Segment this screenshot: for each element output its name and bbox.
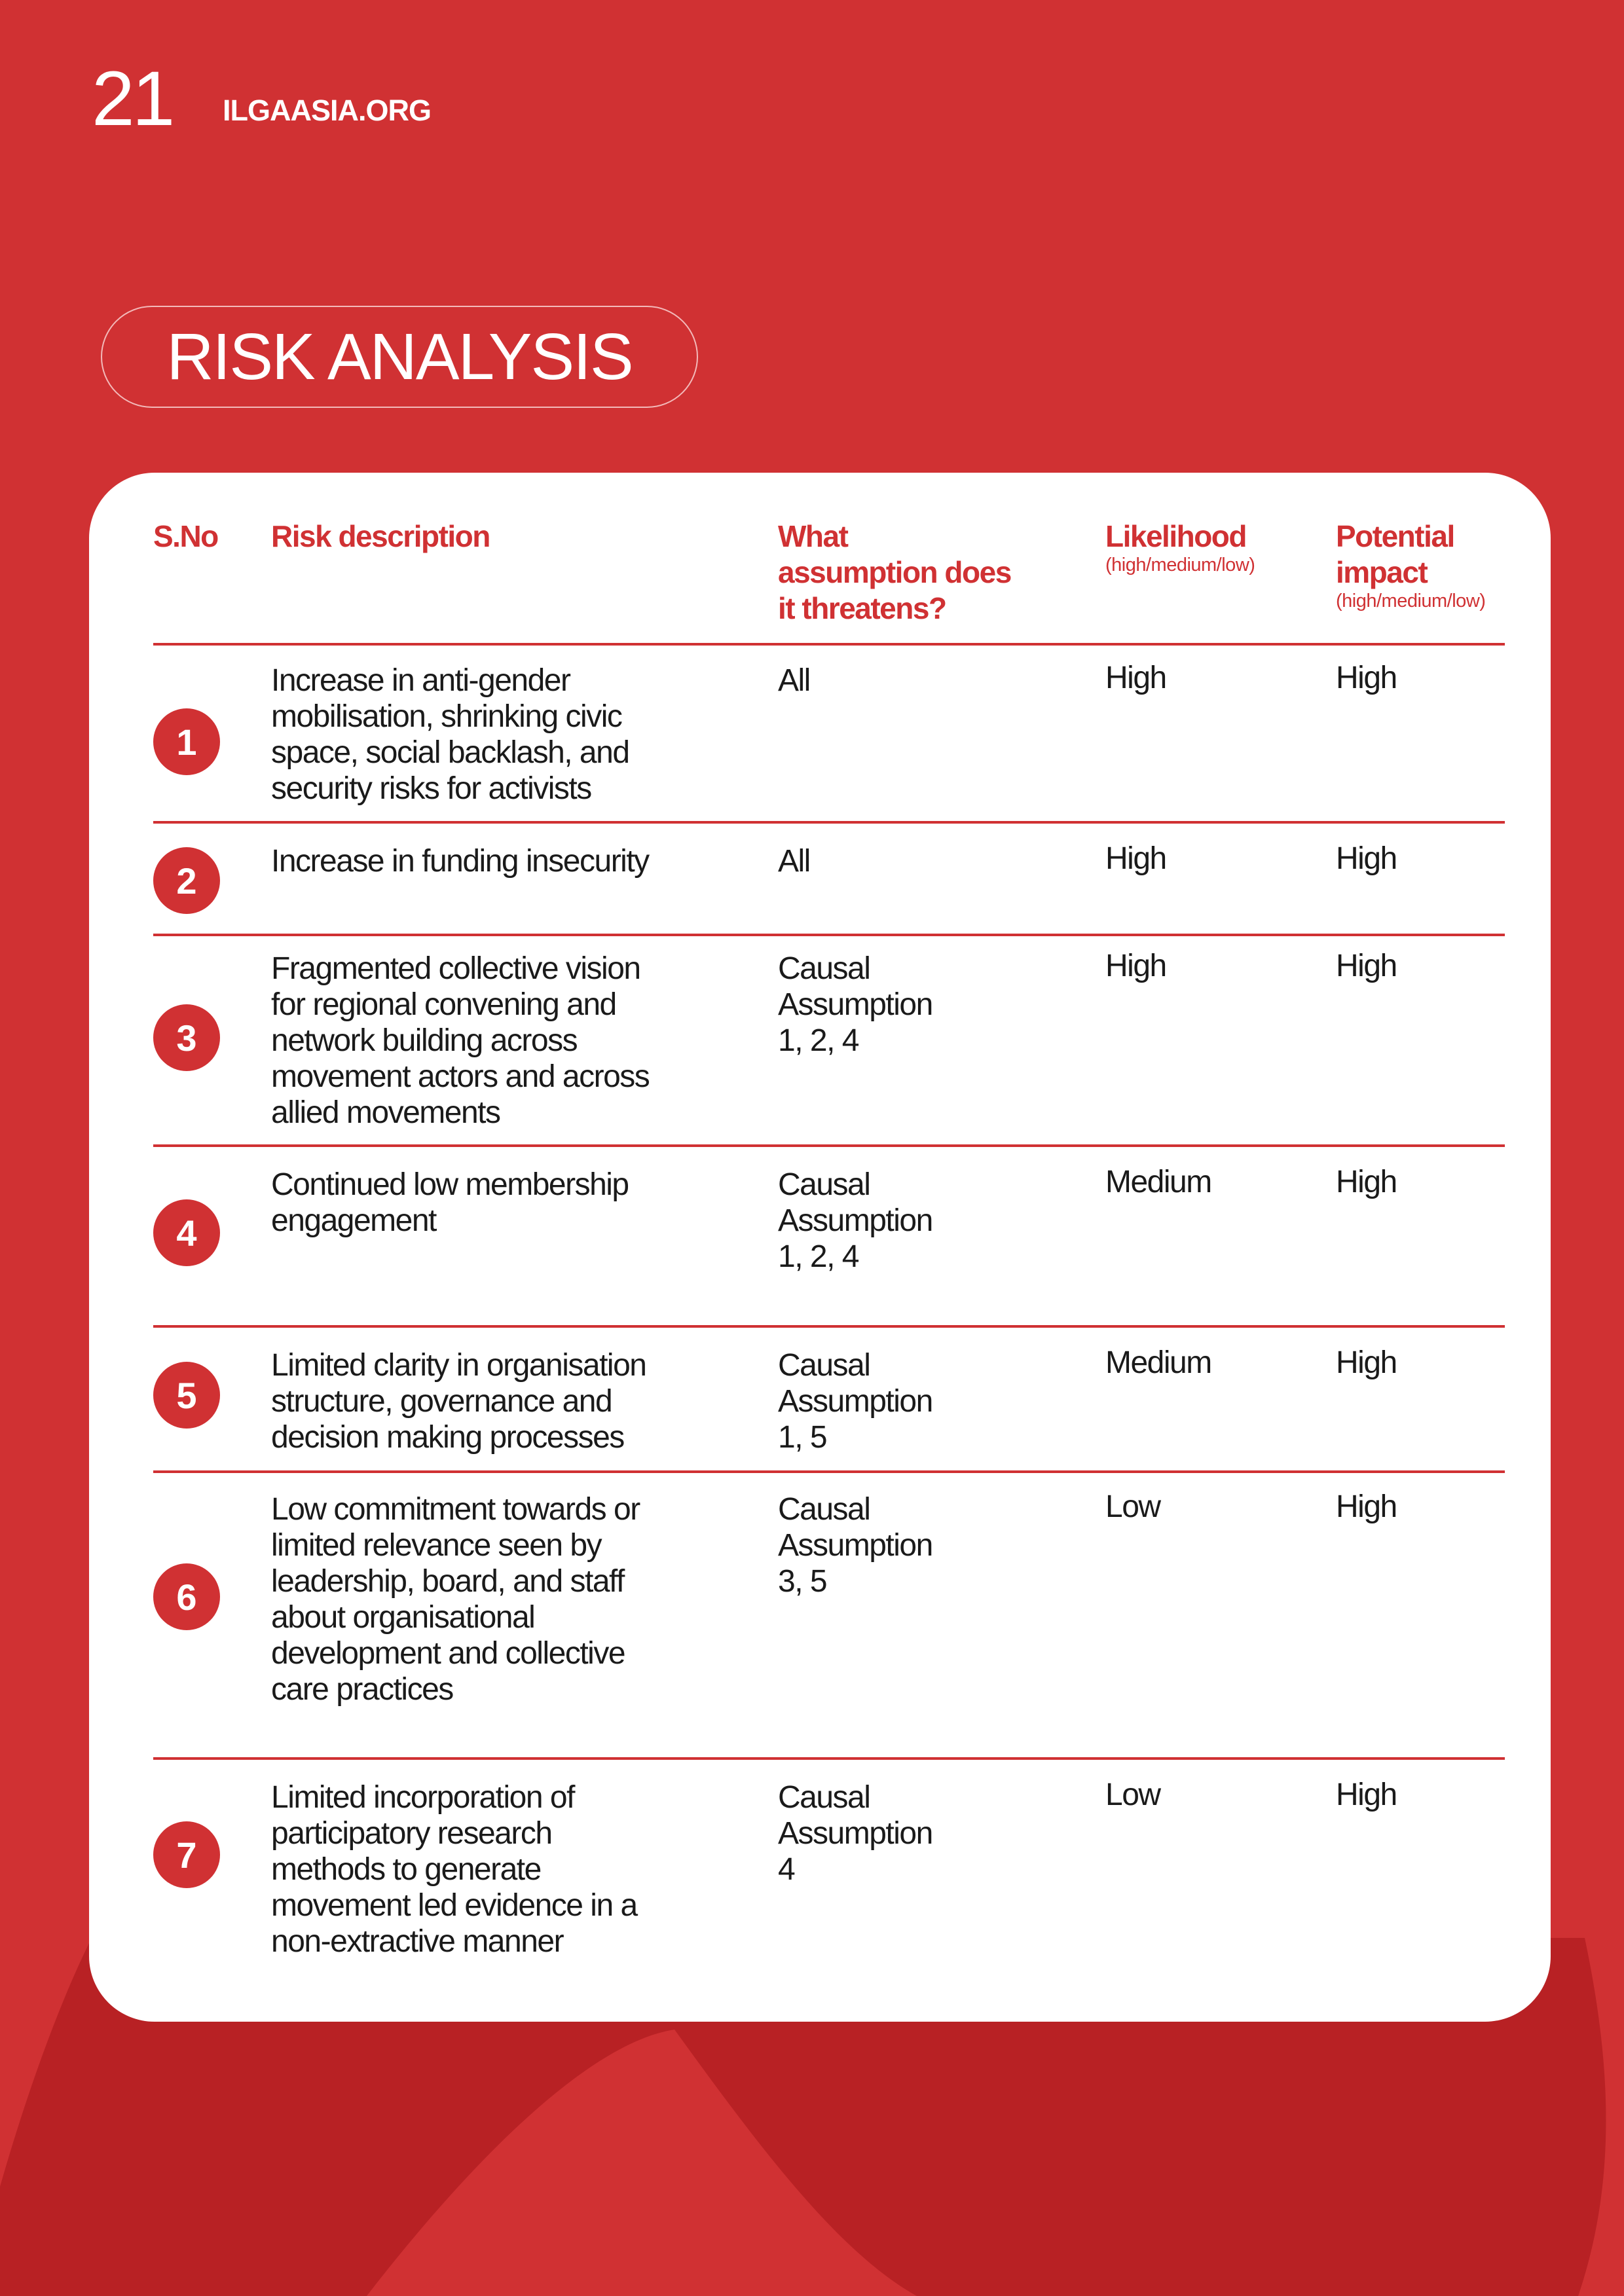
header-assumption: What assumption does it threatens? [778,519,1011,625]
likelihood-value: High [1105,841,1166,876]
likelihood-value: Medium [1105,1165,1211,1199]
table-divider [153,1325,1505,1328]
table-divider [153,934,1505,936]
likelihood-value: Low [1105,1777,1160,1812]
row-number-badge: 5 [153,1362,220,1429]
page-title: RISK ANALYSIS [101,306,698,408]
row-number-badge: 2 [153,847,220,914]
table-divider [153,643,1505,646]
row-number-badge: 4 [153,1199,220,1266]
header-likelihood-scale: (high/medium/low) [1105,555,1255,575]
header-sno: S.No [153,519,218,553]
impact-value: High [1336,1777,1397,1812]
row-number-badge: 1 [153,708,220,775]
threatened-assumption: All [778,663,810,698]
table-divider [153,821,1505,824]
risk-description: Fragmented collective vision for regional convening and network building across movement actors and across allied movements [271,951,650,1130]
row-number-badge: 3 [153,1004,220,1071]
risk-description: Continued low membership engagement [271,1167,629,1238]
risk-description: Limited clarity in organisation structure, governance and decision making processes [271,1348,646,1455]
likelihood-value: High [1105,661,1166,695]
risk-description: Low commitment towards or limited relevance seen by leadership, board, and staff about organisational development and collective care practices [271,1492,640,1707]
risk-table-card [89,473,1551,2022]
impact-value: High [1336,661,1397,695]
threatened-assumption: Causal Assumption 1, 2, 4 [778,951,932,1058]
table-divider [153,1757,1505,1760]
threatened-assumption: Causal Assumption 3, 5 [778,1492,932,1599]
table-divider [153,1144,1505,1147]
threatened-assumption: Causal Assumption 1, 2, 4 [778,1167,932,1274]
likelihood-value: Low [1105,1489,1160,1524]
risk-description: Limited incorporation of participatory research methods to generate movement led evidence in a non-extractive manner [271,1780,637,1959]
header-likelihood: Likelihood (high/medium/low) [1105,519,1255,575]
threatened-assumption: Causal Assumption 4 [778,1780,932,1887]
impact-value: High [1336,949,1397,983]
likelihood-value: Medium [1105,1345,1211,1380]
threatened-assumption: Causal Assumption 1, 5 [778,1348,932,1455]
page-number: 21 [92,56,173,142]
site-url[interactable]: ILGAASIA.ORG [223,94,432,127]
impact-value: High [1336,1165,1397,1199]
threatened-assumption: All [778,844,810,879]
table-divider [153,1470,1505,1473]
likelihood-value: High [1105,949,1166,983]
risk-description: Increase in funding insecurity [271,844,649,879]
row-number-badge: 6 [153,1563,220,1630]
impact-value: High [1336,1489,1397,1524]
header-potential-impact: Potential impact (high/medium/low) [1336,519,1486,611]
impact-value: High [1336,1345,1397,1380]
header-impact-scale: (high/medium/low) [1336,591,1486,611]
risk-description: Increase in anti-gender mobilisation, shrinking civic space, social backlash, and security risks for activists [271,663,629,806]
row-number-badge: 7 [153,1821,220,1888]
impact-value: High [1336,841,1397,876]
header-risk-description: Risk description [271,519,490,553]
